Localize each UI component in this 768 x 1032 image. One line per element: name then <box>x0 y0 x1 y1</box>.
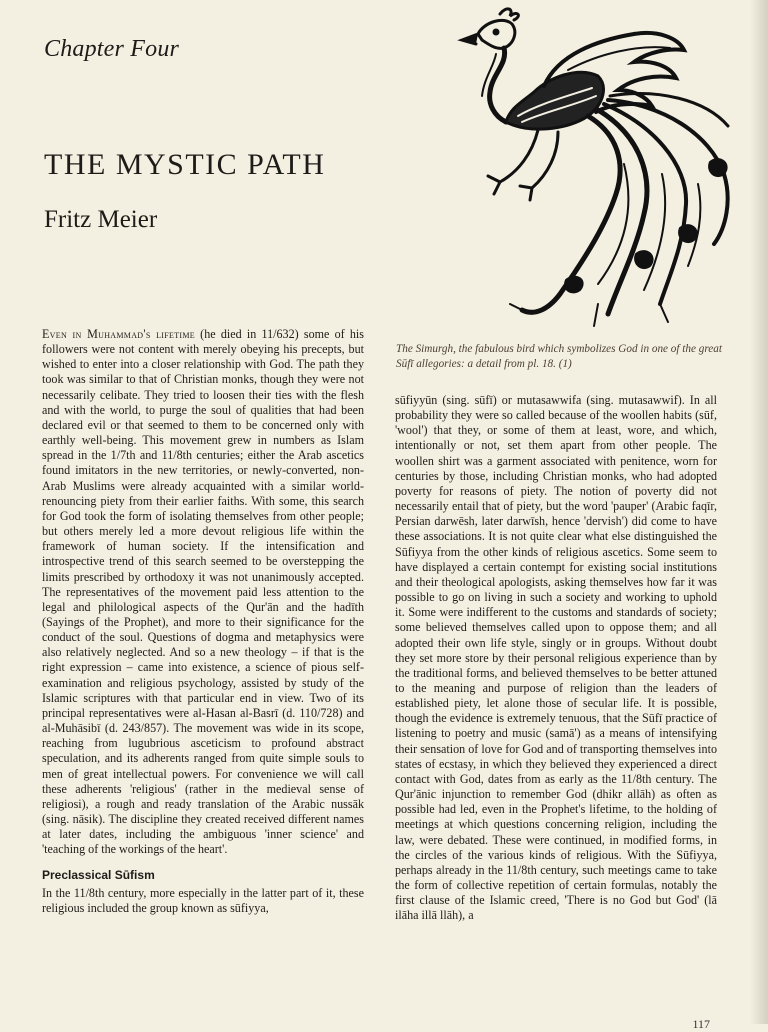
page-edge-shadow <box>750 0 768 1024</box>
illustration-caption: The Simurgh, the fabulous bird which symbolizes God in one of the great Sūfī allegories: a detail from pl. 18. (1) <box>396 343 722 370</box>
paragraph-text: In the 11/8th century, more especially in the latter part of it, these religious included the group known as sūfiyya, <box>42 885 364 915</box>
chapter-title: THE MYSTIC PATH <box>44 148 326 181</box>
simurgh-bird-icon <box>448 4 738 334</box>
right-text-column <box>395 393 717 923</box>
page-number: 117 <box>692 1017 710 1031</box>
chapter-label: Chapter Four <box>44 36 180 62</box>
left-text-column <box>42 327 364 916</box>
paragraph-text: sūfiyyūn (sing. sūfī) or mutasawwifa (sing. mutasawwif). In all probability they were so called because of the woollen habits (sūf, 'wool') that they, or some of them at least, wore, and which, intentionally or not, set them apart from other people. The woollen shirt was a garment associated with penitence, worn for centuries by those, including Christian monks, who had adopted poverty for reasons of piety. The notion of poverty did not necessarily entail that of piety, but the word 'pauper' (Arabic faqīr, Persian darwēsh, later darwīsh, hence 'dervish') did come to have these associations. It is not quite clear what else distinguished the Sūfiyya from the other kinds of religious ascetics. Some seem to have displayed a certain contempt for existing social institutions and their theological apologists, asking themselves how far it was possible to go on living in such a society and working to uphold it. Some were indifferent to the customs and standards of society; some believed themselves called upon to oppose them; and all adopted their own life style, singly or in groups. Without doubt they set more store by their personal religious experience than by the traditional forms, and believed themselves to be better attuned to the meaning and purpose of religion than the leaders of established piety, let alone those of secular life. It is possible, though the evidence is extremely tenuous, that the Sūfī practice of listening to poetry and music (samā') as a means of intensifying their sensation of love for God and of transporting themselves into states of ecstasy, in which they believed they experienced a direct contact with God, dates from as early as the 11/8th century. The Qur'ānic injunction to remember God (dhikr allāh) as often as possible had led, even in the Prophet's lifetime, to the holding of meetings at which questions concerning religion, including the law, were debated. These were continued, in modified forms, in the circles of the various kinds of religious. With the Sūfiyya, perhaps already in the 11/8th century, such meetings came to take the form of collective repetition of certain formulas, notably the first clause of the Islamic creed, 'There is no God but God' (lā ilāha illā llāh), a <box>395 393 717 923</box>
paragraph-text: (he died in 11/632) some of his followers were not content with merely obeying his precepts, but wished to enter into a closer relationship with God. The path they took was similar to that of Christian monks, though they were not necessarily celibate. They tried to loosen their ties with the flesh and with the world, to purge the soul of qualities that had been declared evil or that seemed to them to be concerned only with earthly well-being. This movement grew in numbers as Islam spread in the 1/7th and 11/8th centuries; either the Arab ascetics found imitators in the new territories, or newly-converted, non-Arab Muslims were already acquainted with a similar world-renouncing piety from their earlier faiths. With some, this search for God took the form of isolating themselves from other people; but others merely led a more devout religious life within the framework of human society. If the intensification and introspective trend of this search seemed to be overstepping the limits prescribed by orthodoxy it was not unanimously accepted. The representatives of the movement paid less attention to the legal and philological aspects of the Qur'ān and the hadīth (Sayings of the Prophet), and more to their significance for the conduct of the soul. Questions of dogma and metaphysics were also relatively neglected. And so a new theology – if that is the right expression – came into existence, a science of pious self-examination and religious psychology, assisted by study of the Islamic scriptures with that particular end in view. Two of its principal representatives were al-Hasan al-Basrī (d. 110/728) and al-Muhāsibī (d. 243/857). The movement was wide in its scope, reaching from lugubrious asceticism to profound abstract speculation, and its adherents ranged from quite simple souls to men of great intellectual powers. For convenience we will call these adherents 'religious' (rather in the medieval sense of religiosi), a rough and ready translation of the Arabic nussāk (sing. nāsik). The discipline they created received different names at later dates, including the ambiguous 'inner science' and 'teaching of the workings of the heart'. <box>42 327 364 857</box>
opening-paragraph <box>42 327 364 857</box>
author-name: Fritz Meier <box>44 206 158 233</box>
lead-in-smallcaps: Even in Muhammad's lifetime <box>42 327 195 341</box>
section-heading: Preclassical Sūfism <box>42 868 155 883</box>
